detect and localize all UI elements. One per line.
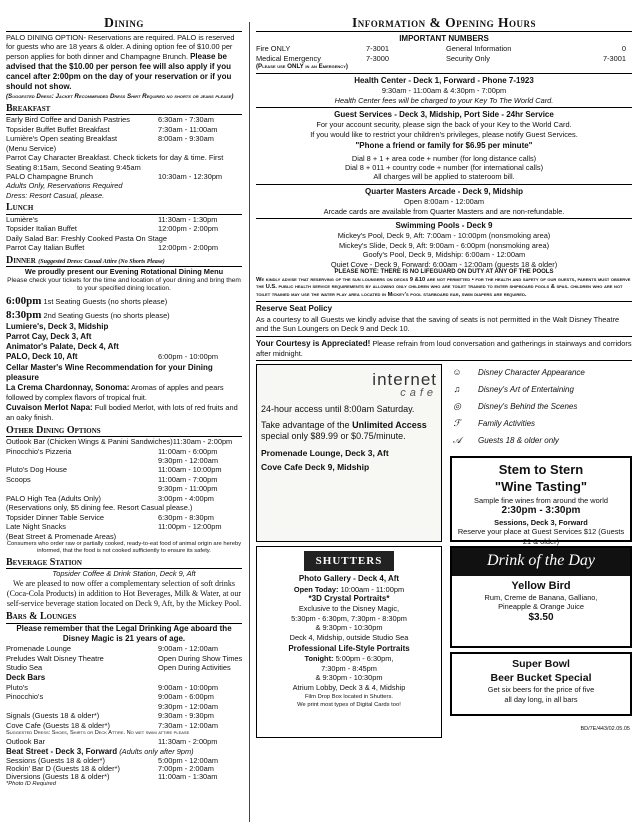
other-dining-row: [6, 456, 242, 465]
lunch-time: 12:00pm - 2:00pm: [158, 224, 218, 234]
breakfast-row: [6, 144, 242, 153]
beer-bucket-title: Beer Bucket Special: [490, 671, 592, 684]
deck-bar-time: 9:30am - 9:30pm: [158, 711, 214, 721]
wine-tasting-box: [450, 456, 632, 546]
drink-name: Yellow Bird: [511, 579, 571, 592]
dinner-header: Dinner (Suggested Dress: Casual Attire (No Shorts Please): [6, 255, 242, 268]
legend-label: Family Activities: [478, 418, 536, 428]
crystal-location: Deck 4, Midship, outside Studio Sea: [289, 632, 409, 642]
bar-time: 9:00am - 12:00am: [158, 644, 218, 654]
phone-number: 0: [621, 44, 626, 54]
beer-bucket-text: Get six beers for the price of five all day long, in all bars: [487, 685, 595, 704]
wine-title-1: Stem to Stern: [498, 462, 584, 478]
cancellation-notice: Please be advised that the $10.00 per person fee will also apply if you cancel after 2:00pm on the day of your reservation or if you should not show.: [6, 51, 232, 92]
legend-label: Disney's Behind the Scenes: [478, 401, 578, 411]
dinner-ticket-note: Please check your tickets for the time and location of your dining and bring them to your specified dining location.: [7, 276, 241, 293]
parrot-cay-breakfast: Parrot Cay Character Breakfast. Check tickets for day & time. First Seating 8:15am, Second Seating 9:45am: [6, 153, 224, 172]
other-dining-row: [6, 532, 242, 541]
cafe-logo: cafe: [400, 387, 437, 400]
lunch-row: [6, 234, 242, 243]
emergency-note: (Please use ONLY in an Emergency): [256, 63, 632, 74]
beverage-sub: Topsider Coffee & Drink Station, Deck 9, Aft: [52, 569, 196, 579]
breakfast-row: [6, 125, 242, 134]
other-dining-name: Topsider Dinner Table Service: [6, 512, 105, 522]
deck-bar-row: [6, 692, 242, 701]
other-dining-name: Pluto's Dog House: [6, 465, 67, 475]
deck-bar-row: [6, 711, 242, 720]
other-dining-time: 3:00pm - 4:00pm: [158, 493, 214, 503]
other-dining-time: [158, 532, 242, 541]
super-bowl-title: Super Bowl: [512, 658, 570, 671]
other-dining-name: [6, 484, 158, 493]
health-center: Health Center - Deck 1, Forward - Phone 7-1923 9:30am - 11:00am & 4:30pm - 7:00pm Health Center fees will be charged to your Key To The World Card.: [256, 74, 632, 108]
first-seating: 6:00pm 1st Seating Guests (no shorts please): [6, 294, 168, 307]
other-dining-row: [6, 437, 242, 446]
pool-item: Goofy's Pool, Deck 9, Midship: 6:00am - 12:00am: [362, 250, 526, 260]
bar-row: [6, 663, 242, 672]
internet-logo: internet: [372, 370, 437, 390]
drinking-age-notice: Please remember that the Legal Drinking Age aboard the Disney Magic is 21 years of age.: [16, 623, 232, 643]
shutters-logo: SHUTTERS: [304, 551, 394, 571]
scenes-icon: ◎: [453, 401, 461, 412]
bars-list-2: [6, 683, 242, 730]
beat-street-bar-name: Diversions (Guests 18 & older*): [6, 772, 110, 782]
adults-icon: 𝒜: [452, 435, 462, 446]
activity-legend: [450, 364, 632, 454]
deck-bar-name: Signals (Guests 18 & older*): [6, 711, 100, 721]
other-dining-row: [6, 522, 242, 531]
wine-location: Sessions, Deck 3, Forward: [494, 517, 588, 527]
second-seating: 8:30pm 2nd Seating Guests (no shorts please): [6, 308, 170, 321]
internet-location-2: Cove Cafe Deck 9, Midship: [261, 461, 370, 472]
lunch-row: [6, 215, 242, 224]
phone-label: Medical Emergency: [256, 53, 321, 63]
other-dining-name: Scoops: [6, 474, 31, 484]
wine-2: Cuvaison Merlot Napa: Full bodied Merlot, with lots of red fruits and an oaky finish.: [6, 402, 238, 423]
venue-lumieres: Lumiere's, Deck 3, Midship: [6, 321, 109, 331]
internet-location-1: Promenade Lounge, Deck 3, Aft: [261, 447, 389, 458]
film-drop: Film Drop Box located in Shutters.: [305, 694, 393, 701]
phone-number: 7-3001: [602, 53, 626, 63]
other-dining-time: 9:30pm - 11:00pm: [158, 484, 218, 494]
theatre-icon: ♫: [453, 384, 461, 395]
legend-item: [450, 415, 632, 432]
other-dining-time: 11:00am - 7:00pm: [158, 474, 218, 484]
other-dining-time: 11:00pm - 12:00pm: [158, 522, 222, 532]
lifestyle-portraits: Professional Life-Style Portraits: [288, 644, 410, 654]
deck-bar-name: [6, 702, 158, 711]
reserve-seat: Reserve Seat Policy As a courtesy to all Guests we kindly advise that the saving of seats is not permitted in the Walt Disney Theatre and the Sun Loungers on Deck 9 and Deck 10.: [256, 302, 632, 336]
other-dining-time: [192, 503, 242, 512]
bar-time: Open During Show Times: [158, 653, 243, 663]
breakfast-name: Topsider Buffet Buffet Breakfast: [6, 124, 110, 134]
palo-dinner-row: PALO, Deck 10, Aft 6:00pm - 10:00pm: [6, 352, 218, 362]
beat-street-bar-name: Sessions (Guests 18 & older*): [6, 756, 105, 766]
dining-title: Dining: [6, 16, 242, 32]
wine-1: La Crema Chardonnay, Sonoma: Aromas of apples and pears followed by complex flavors of tropical fruit.: [6, 383, 224, 403]
drink-description: Rum, Creme de Banana, Galliano, Pineapple & Orange Juice: [484, 592, 598, 612]
portrait-location: Atrium Lobby, Deck 3 & 4, Midship: [292, 682, 406, 692]
deck-bar-row: [6, 683, 242, 692]
pools-notice: We kindly advise that reserving of the sun loungers on decks 9 &10 are not permitted • for the health and safety of our guests, parents must observe the U.S. public health service requirements by allowing only children who are toilet trained to enter shipboard pools & spas. children who are not toilet trained may use the water play area located in Mickey's pool starboard ear, swim diapers are required.: [256, 277, 632, 303]
bar-name: Promenade Lounge: [6, 644, 71, 654]
other-dining-row: [6, 475, 242, 484]
bar-row: [6, 654, 242, 663]
legend-label: Disney's Art of Entertaining: [478, 384, 574, 394]
legend-label: Guests 18 & older only: [478, 435, 559, 445]
breakfast-row: [6, 134, 242, 143]
breakfast-name: Lumière's Open seating Breakfast: [6, 134, 118, 144]
wine-sub: Sample fine wines from around the world: [474, 495, 608, 505]
venue-animators: Animator's Palate, Deck 4, Aft: [6, 342, 119, 352]
guest-services: Guest Services - Deck 3, Midship, Port Side - 24hr Service For your account security, please sign the back of your Key to the World Card. If you would like to restrict your children's privileges, please notify Guest Services. "Phone a friend or family for $6.95 per minute" Dial 8 + 1 + area code + number (for long distance calls) Dial 8 + 011 + country code + number (for international calls) All charges will be applied to stateroom bill.: [256, 108, 632, 185]
dining-intro: PALO DINING OPTION- Reservations are required. PALO is reserved for guests who are 18 years & older. A dining option fee of $10.00 per person applies for both dinner and Champagne Brunch. Please be advised that the $10.00 per person fee will also apply if you cancel after 2:00pm on the day of your reservation or if you should not show.: [6, 32, 235, 92]
breakfast-time: [158, 144, 242, 153]
beat-street-bar-row: [6, 773, 242, 781]
pool-item: Mickey's Slide, Deck 9, Aft: 9:00am - 6:00pm (nonsmoking area): [338, 240, 550, 250]
lunch-name: Daily Salad Bar: Freshly Cooked Pasta On Stage: [6, 233, 168, 243]
deck-bar-name: Cove Cafe (Guests 18 & older*): [6, 720, 110, 730]
swimming-pools: Swimming Pools - Deck 9 Mickey's Pool, Deck 9, Aft: 7:00am - 10:00pm (nonsmoking area) Mickey's Slide, Deck 9, Aft: 9:00am - 6:00pm (nonsmoking area) Goofy's Pool, Deck 9, Midship: 6:00am - 12:00am Quiet Cove - Deck 9, Forward: 6:00am - 12:00am (guests 18 & older) PLEASE NOTE: THERE IS NO LIFEGUARD ON DUTY AT ANY OF THE POOLS: [256, 219, 632, 277]
outlook-bar-row: Outlook Bar 11:30am - 2:00pm: [6, 737, 218, 747]
lunch-name: Topsider Italian Buffet: [6, 224, 77, 234]
pool-item: Mickey's Pool, Deck 9, Aft: 7:00am - 10:00pm (nonsmoking area): [337, 231, 551, 241]
column-divider: [249, 22, 250, 822]
beat-street: Beat Street - Deck 3, Forward (Adults only after 9pm): [6, 746, 194, 756]
breakfast-name: Early Bird Coffee and Danish Pastries: [6, 115, 130, 125]
tonight-times: Tonight: 5:00pm - 6:30pm,: [304, 654, 394, 664]
bar-name: Studio Sea: [6, 663, 43, 673]
bars-list-3: [6, 757, 242, 781]
footer-code: BD/7E/443/02.05.05: [580, 726, 630, 733]
portrait-times-2: 7:30pm - 8:45pm: [321, 663, 377, 673]
left-column: [6, 16, 242, 789]
breakfast-dress: Dress: Resort Casual, please.: [6, 190, 105, 200]
breakfast-list: [6, 115, 242, 153]
other-dining-row: [6, 447, 242, 456]
raw-food-warning: Consumers who order raw or partially cooked, ready-to-eat food of animal origin are hereby informed, that the food is not cooked sufficiently to ensure its safety.: [6, 541, 242, 554]
other-dining-time: 11:00am - 10:00pm: [158, 465, 222, 475]
internet-special: Take advantage of the Unlimited Access special only $89.99 or $0.75/minute.: [261, 419, 427, 442]
lunch-time: 11:30am - 1:30pm: [158, 214, 218, 224]
other-dining-title: Other Dining Options: [6, 425, 242, 438]
lunch-title: Lunch: [6, 202, 242, 215]
phone-label: Fire ONLY: [256, 44, 291, 54]
drink-title: Drink of the Day: [452, 548, 630, 575]
drink-of-day-box: [450, 546, 632, 648]
lunch-time: 12:00pm - 2:00pm: [158, 243, 218, 253]
number-row: [256, 44, 632, 53]
digital-print: We print most types of Digital Cards too!: [297, 701, 401, 708]
phone-number: 7-3001: [366, 44, 390, 54]
other-dining-name: (Beat Street & Promenade Areas): [6, 531, 117, 541]
bar-row: [6, 644, 242, 653]
other-dining-time: 9:30pm - 12:00am: [158, 456, 218, 465]
other-dining-list: [6, 437, 242, 541]
lunch-name: Lumière's: [6, 214, 38, 224]
beverage-text: We are pleased to now offer a complementary selection of soft drinks (Coca-Cola Products) in addition to Hot Beverages, Milk & Water, at our self-service beverage station located on Deck 9, Aft, by the Mickey Pool.: [6, 578, 242, 608]
bar-time: Open During Activities: [158, 663, 231, 673]
deck-bar-time: 9:00am - 10:00pm: [158, 682, 218, 692]
breakfast-time: 8:00am - 9:30am: [158, 134, 214, 144]
right-column: [256, 16, 632, 740]
crystal-exclusive: Exclusive to the Disney Magic,: [298, 604, 400, 614]
phone-label: General Information: [446, 44, 512, 54]
bars-list-1: [6, 644, 242, 672]
mickey-icon: ☺: [452, 367, 462, 378]
legend-item: [450, 432, 632, 449]
legend-item: [450, 364, 632, 381]
other-dining-row: [6, 503, 242, 512]
info-title: Information & Opening Hours: [256, 16, 632, 32]
bars-dress: Suggested Dress: Shoes, Shirts or Deck Attire. No wet swim attire please: [6, 730, 190, 737]
breakfast-row: [6, 115, 242, 124]
legend-label: Disney Character Appearance: [478, 367, 585, 377]
family-icon: ℱ: [453, 418, 461, 429]
lunch-list: [6, 215, 242, 253]
lunch-row: [6, 243, 242, 252]
other-dining-time: 6:30pm - 8:30pm: [158, 512, 214, 522]
other-dining-row: [6, 494, 242, 503]
wine-reserve: Reserve your place at Guest Services $12 (Guests 21 & older): [457, 527, 625, 546]
deck-bar-row: [6, 721, 242, 730]
other-dining-name: [6, 456, 158, 465]
beverage-title: Beverage Station: [6, 557, 242, 570]
deck-bar-time: 9:00am - 6:00pm: [158, 692, 214, 702]
other-dining-time: 11:30am - 2:00pm: [172, 437, 233, 447]
deck-bar-name: Pinocchio's: [6, 692, 44, 702]
other-dining-name: Pinocchio's Pizzeria: [6, 446, 72, 456]
crystal-times: 5:30pm - 6:30pm, 7:30pm - 8:30pm: [291, 613, 407, 623]
other-dining-row: [6, 513, 242, 522]
internet-access: 24-hour access until 8:00am Saturday.: [261, 404, 415, 415]
lunch-name: Parrot Cay Italian Buffet: [6, 243, 85, 253]
breakfast-time: 6:30am - 7:30am: [158, 115, 214, 125]
legend-item: [450, 381, 632, 398]
phone-number: 7-3000: [366, 53, 390, 63]
breakfast-name: (Menu Service): [6, 143, 57, 153]
other-dining-time: 11:00am - 6:00pm: [158, 446, 218, 456]
important-numbers: IMPORTANT NUMBERS: [399, 33, 489, 43]
numbers-table: [256, 44, 632, 63]
other-dining-name: (Reservations only, $5 dining fee. Resort Casual please.): [6, 503, 193, 513]
crystal-portraits: *3D Crystal Portraits*: [308, 594, 390, 604]
wine-title-2: "Wine Tasting": [494, 478, 588, 494]
beat-street-bar-time: 11:00am - 1:30am: [158, 772, 218, 782]
palo-brunch-row: PALO Champagne Brunch 10:30am - 12:30pm: [6, 171, 223, 181]
bar-name: Preludes Walt Disney Theatre: [6, 653, 104, 663]
photo-id-note: *Photo ID Required: [6, 781, 56, 788]
lunch-row: [6, 224, 242, 233]
deck-bar-time: 9:30pm - 12:00am: [158, 701, 218, 711]
other-dining-name: PALO High Tea (Adults Only): [6, 493, 102, 503]
crystal-times-2: & 9:30pm - 10:30pm: [315, 623, 383, 633]
palo-dress-code: (Suggested Dress: Jacket Recommended Dress Shirt Required no shorts or jeans please): [6, 92, 234, 100]
open-today: Open Today: 10:00am - 11:00pm: [293, 584, 405, 594]
portrait-times-3: & 9:30pm - 10:30pm: [315, 673, 383, 683]
deck-bar-name: Pluto's: [6, 682, 28, 692]
other-dining-name: Late Night Snacks: [6, 522, 66, 532]
deck-bar-row: [6, 702, 242, 711]
breakfast-title: Breakfast: [6, 103, 242, 116]
legend-item: [450, 398, 632, 415]
pool-item: Quiet Cove - Deck 9, Forward: 6:00am - 12:00am (guests 18 & older): [330, 259, 558, 269]
other-dining-name: Outlook Bar (Chicken Wings & Panini Sandwiches): [6, 437, 173, 447]
venue-parrot-cay: Parrot Cay, Deck 3, Aft: [6, 331, 92, 341]
beat-street-bar-name: Rockin' Bar D (Guests 18 & older*): [6, 764, 120, 774]
cellar-master: Cellar Master's Wine Recommendation for your Dining pleasure: [6, 362, 213, 382]
courtesy: Your Courtesy is Appreciated! Please refrain from loud conversation and gatherings in stairways and corridors after midnight.: [256, 337, 632, 362]
beat-street-bar-time: 7:00pm - 2:00am: [158, 764, 214, 774]
deck-bar-time: 7:30am - 12:00am: [158, 720, 218, 730]
other-dining-row: [6, 484, 242, 493]
bars-title: Bars & Lounges: [6, 611, 242, 624]
wine-time: 2:30pm - 3:30pm: [501, 505, 581, 517]
photo-gallery: Photo Gallery - Deck 4, Aft: [298, 574, 400, 584]
drink-price: $3.50: [528, 611, 554, 623]
phone-label: Security Only: [446, 53, 490, 63]
super-bowl-box: [450, 652, 632, 716]
internet-cafe-box: [256, 364, 442, 542]
number-row: [256, 54, 632, 63]
adults-note: Adults Only, Reservations Required: [6, 181, 123, 191]
quarter-masters: Quarter Masters Arcade - Deck 9, Midship Open 8:00am - 12:00am Arcade cards are available from Quarter Masters and are non-refundable.: [256, 185, 632, 219]
beat-street-bar-time: 5:00pm - 12:00am: [158, 756, 218, 766]
shutters-box: [256, 546, 442, 738]
lower-boxes: [256, 364, 632, 740]
other-dining-row: [6, 465, 242, 474]
rotational-dining: We proudly present our Evening Rotational Dining Menu: [24, 267, 224, 277]
lunch-time: [167, 234, 242, 243]
breakfast-time: 7:30am - 11:00am: [158, 124, 218, 134]
deck-bars-title: Deck Bars: [6, 672, 46, 682]
